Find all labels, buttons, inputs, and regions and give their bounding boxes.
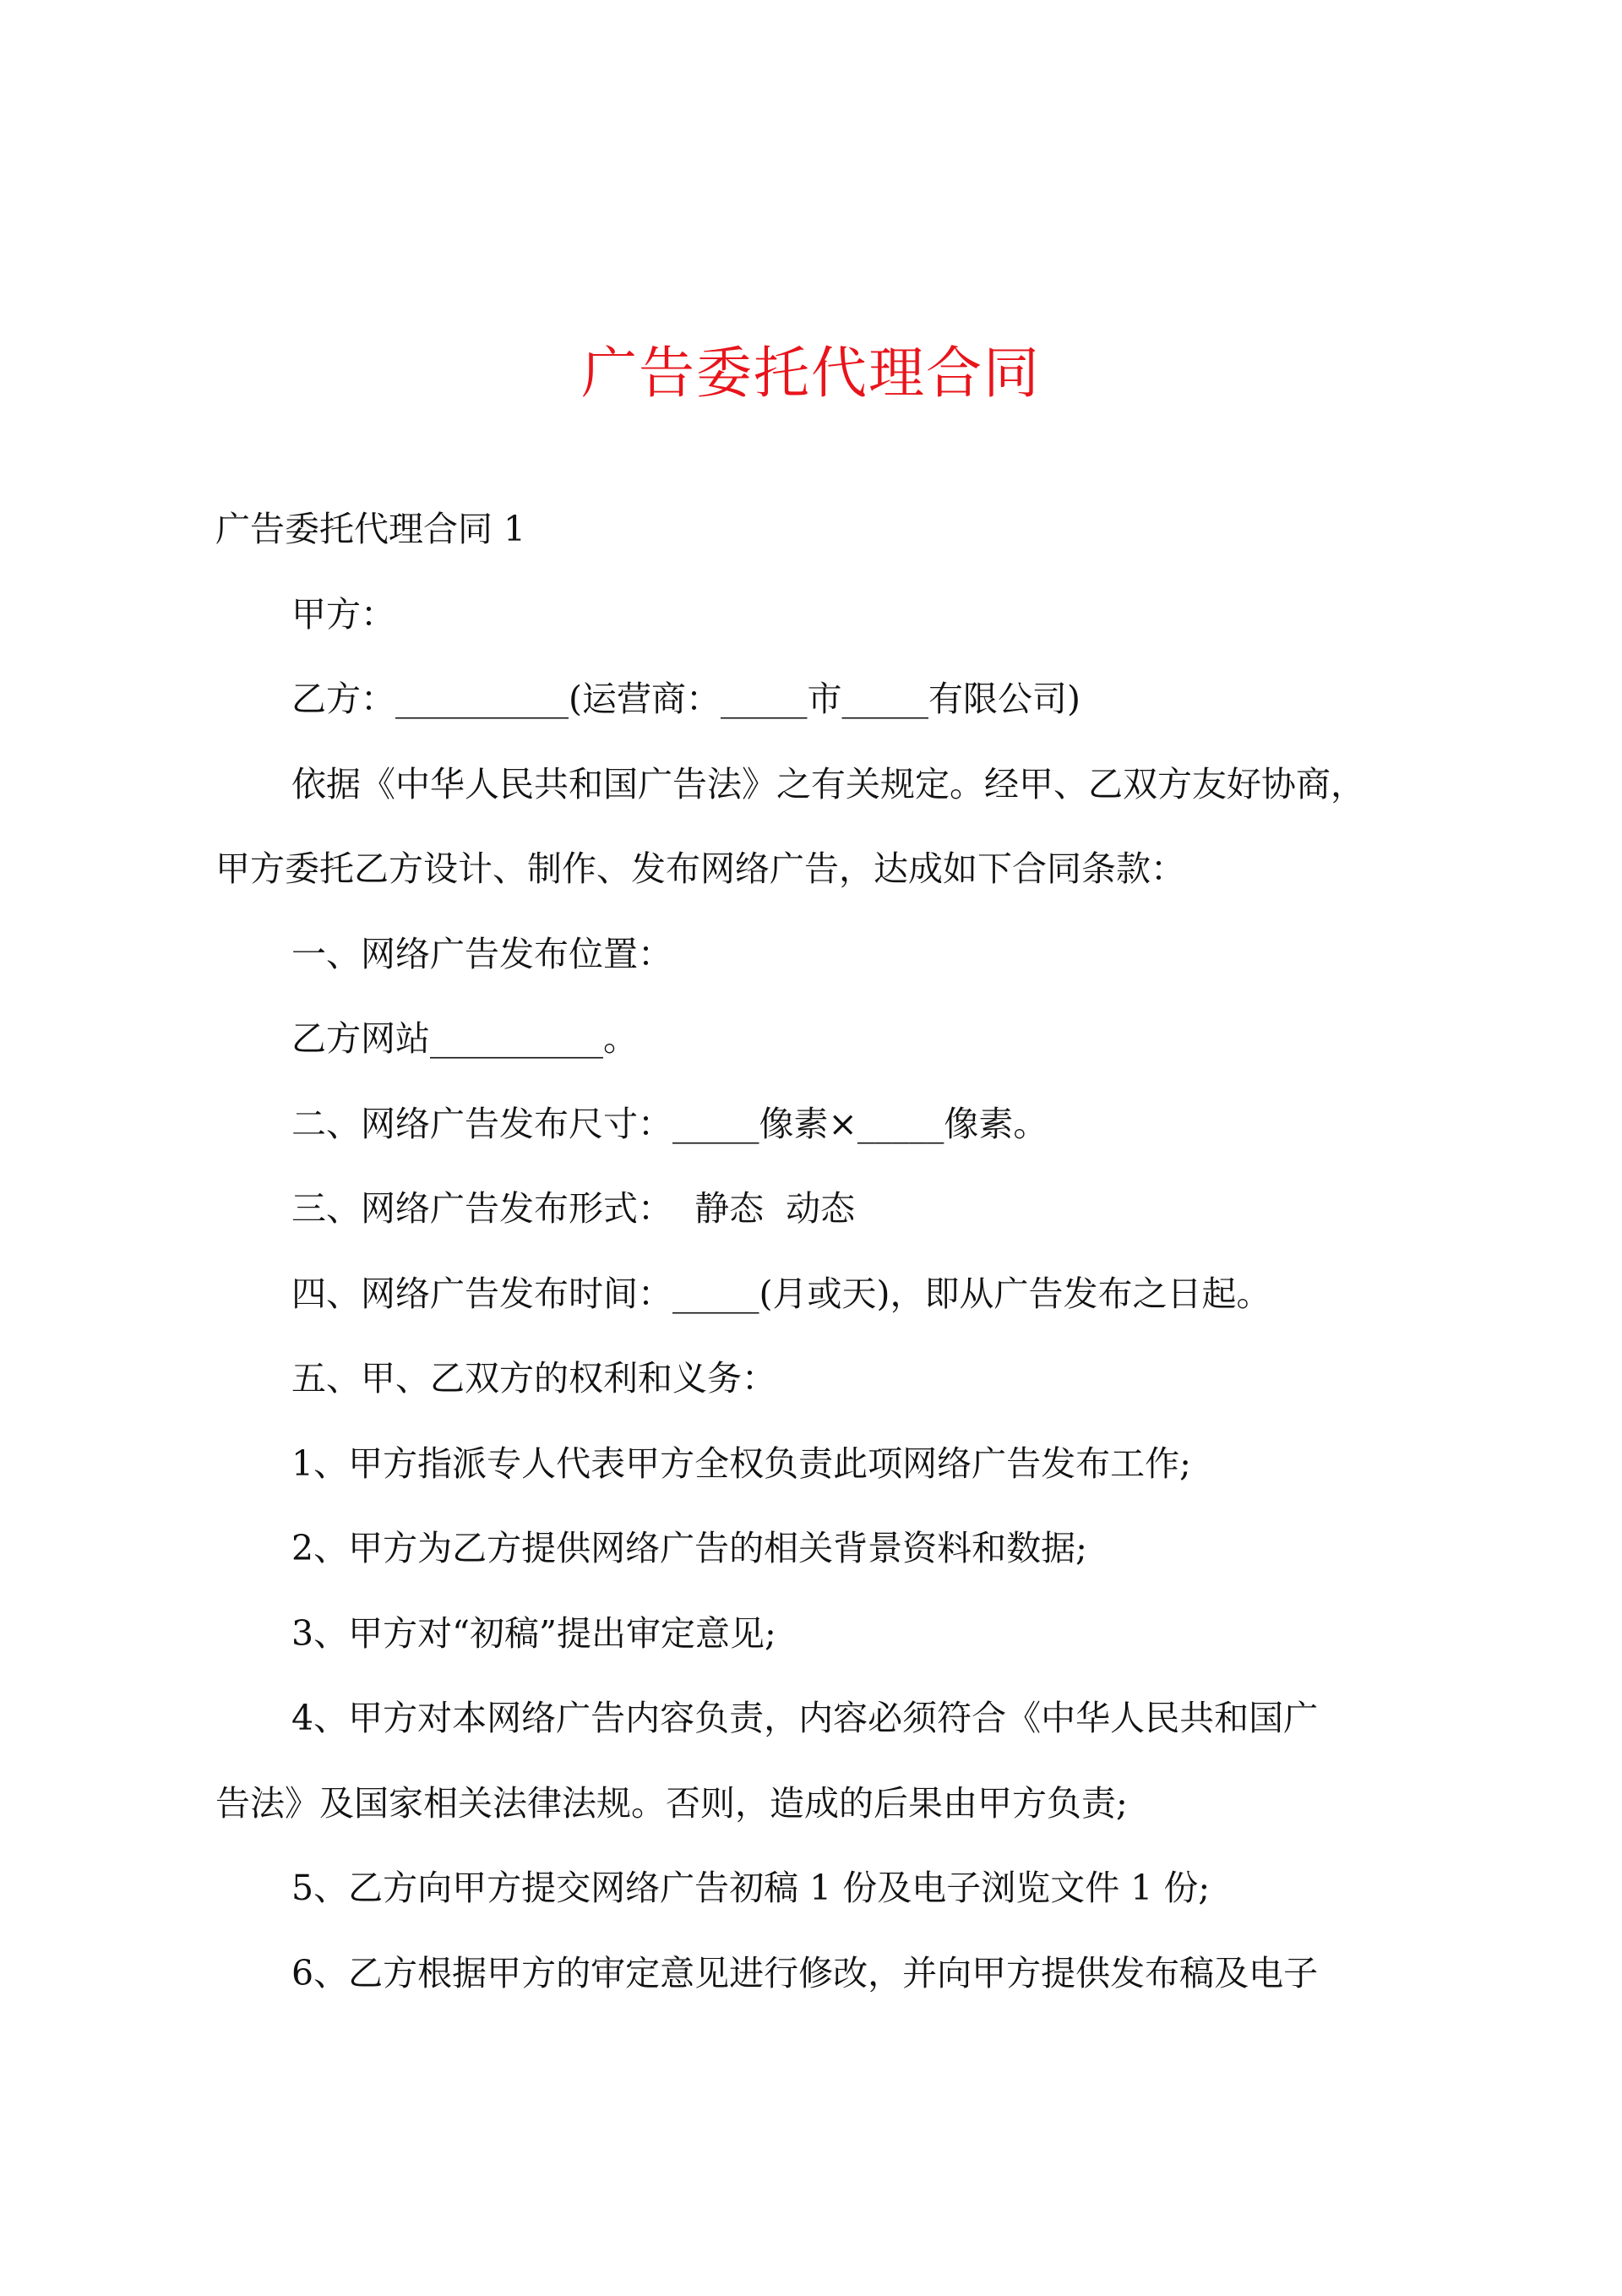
intro-paragraph-line-2: 甲方委托乙方设计、制作、发布网络广告，达成如下合同条款： xyxy=(215,848,1185,889)
obligation-item-4-line-1: 4、甲方对本网络广告内容负责，内容必须符合《中华人民共和国广 xyxy=(291,1698,1319,1738)
obligation-item-5: 5、乙方向甲方提交网络广告初稿 1 份及电子浏览文件 1 份; xyxy=(291,1868,1211,1908)
obligation-item-3: 3、甲方对“初稿”提出审定意见; xyxy=(291,1612,776,1654)
clause-1-website: 乙方网站__________。 xyxy=(291,1018,638,1059)
party-a-line: 甲方： xyxy=(291,593,395,635)
document-title: 广告委托代理合同 xyxy=(581,341,1041,406)
party-b-line: 乙方：__________(运营商：_____市_____有限公司) xyxy=(291,679,1080,719)
obligation-item-6: 6、乙方根据甲方的审定意见进行修改，并向甲方提供发布稿及电子 xyxy=(291,1952,1319,1993)
obligation-item-2: 2、甲方为乙方提供网络广告的相关背景资料和数据; xyxy=(291,1528,1087,1568)
clause-5-heading: 五、甲、乙双方的权利和义务： xyxy=(291,1358,776,1399)
obligation-item-4-line-2: 告法》及国家相关法律法规。否则，造成的后果由甲方负责; xyxy=(215,1782,1128,1824)
contract-subtitle: 广告委托代理合同 1 xyxy=(215,509,526,549)
obligation-item-1: 1、甲方指派专人代表甲方全权负责此项网络广告发布工作; xyxy=(291,1442,1191,1484)
intro-paragraph-line-1: 依据《中华人民共和国广告法》之有关规定。经甲、乙双方友好协商， xyxy=(291,763,1365,804)
clause-2-size: 二、网络广告发布尺寸：_____像素×_____像素。 xyxy=(291,1103,1048,1144)
clause-4-time: 四、网络广告发布时间：_____(月或天)，即从广告发布之日起。 xyxy=(291,1273,1271,1314)
clause-1-heading: 一、网络广告发布位置： xyxy=(291,933,672,974)
clause-3-form: 三、网络广告发布形式： 静态 动态 xyxy=(291,1188,856,1229)
document-body xyxy=(215,487,1423,2015)
